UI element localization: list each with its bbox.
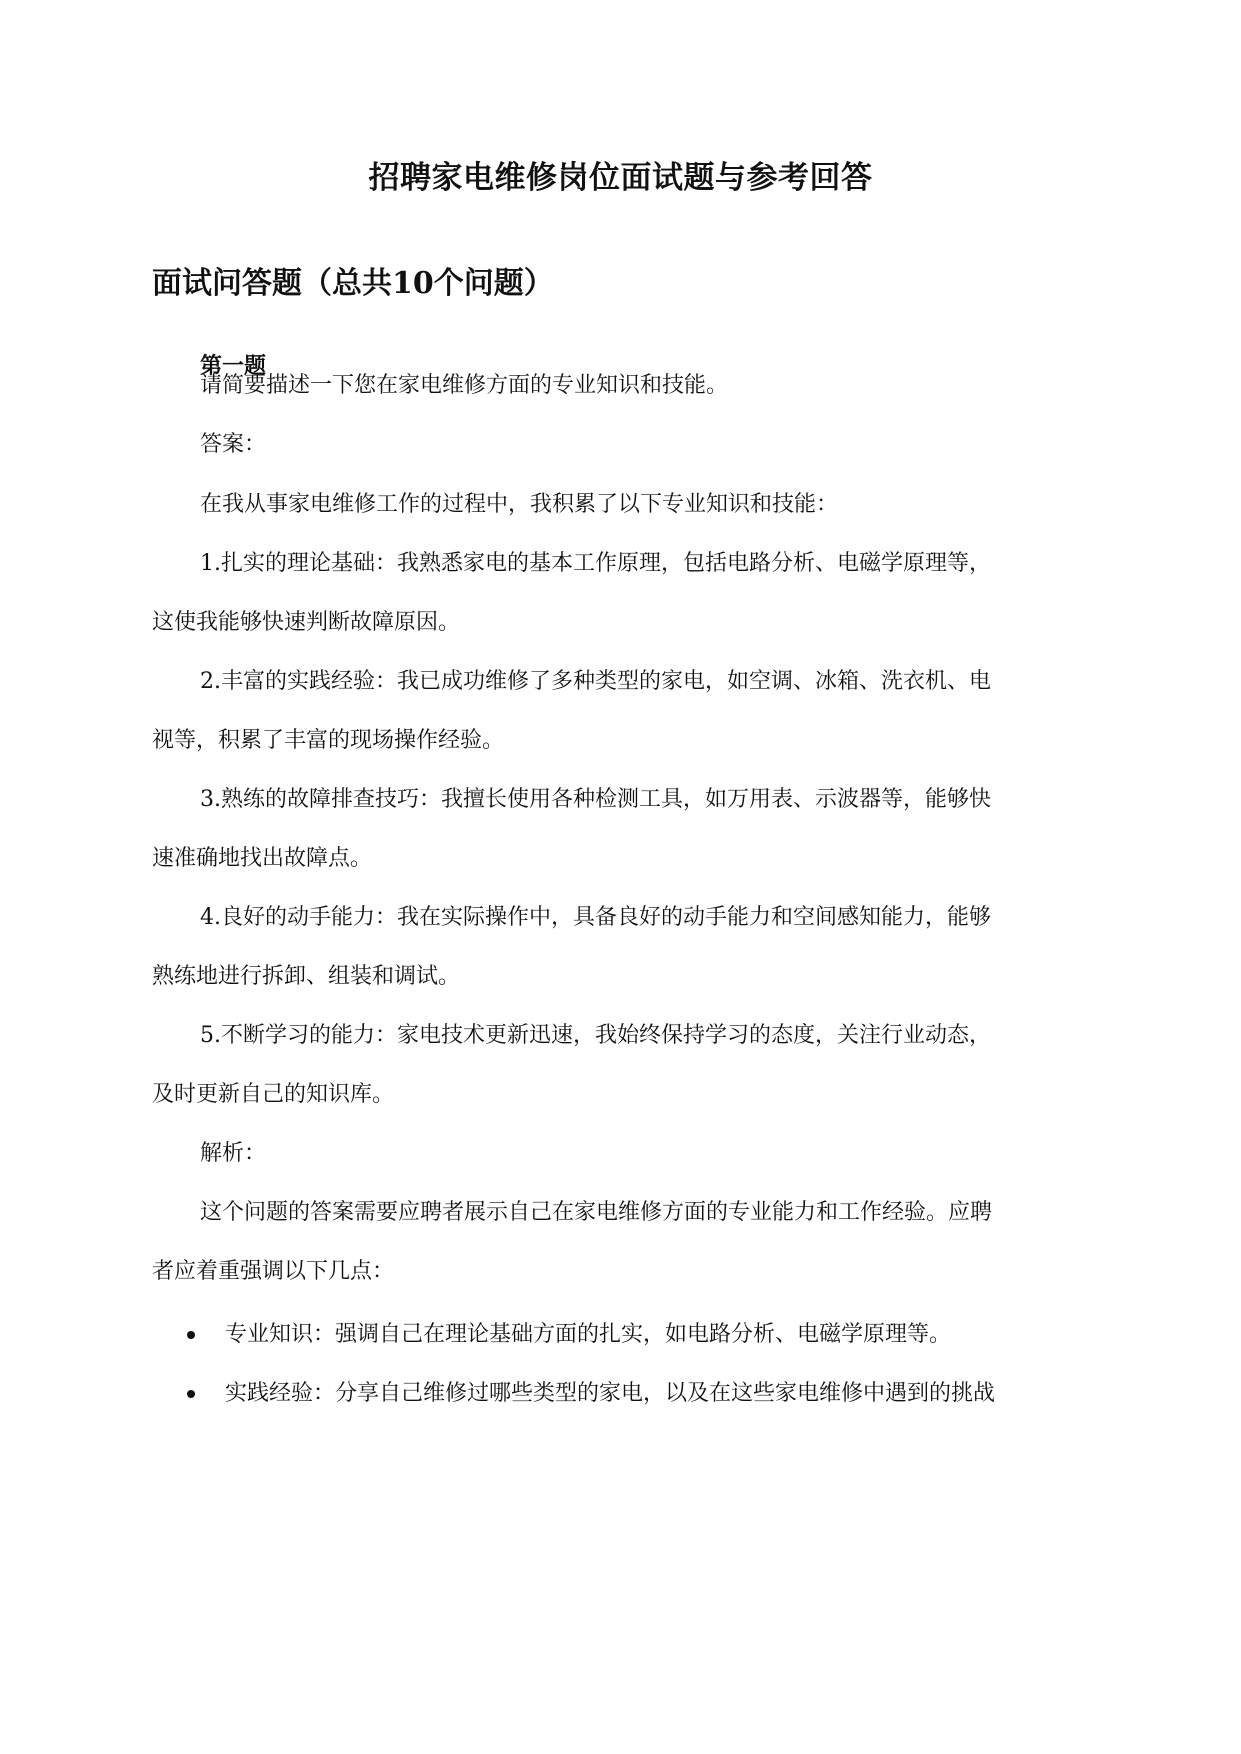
answer-item-5-line1: 5.不断学习的能力：家电技术更新迅速，我始终保持学习的态度，关注行业动态， [200, 1023, 991, 1048]
question-label: 第一题 [200, 353, 267, 379]
bullet-dot-1 [187, 1331, 195, 1339]
answer-item-2-line1: 2.丰富的实践经验：我已成功维修了多种类型的家电，如空调、冰箱、洗衣机、电 [200, 669, 991, 694]
analysis-label: 解析： [200, 1141, 267, 1166]
answer-item-1-line1: 1.扎实的理论基础：我熟悉家电的基本工作原理，包括电路分析、电磁学原理等， [200, 551, 991, 576]
answer-item-5-line2: 及时更新自己的知识库。 [152, 1082, 395, 1107]
document-title: 招聘家电维修岗位面试题与参考回答 [368, 160, 873, 196]
analysis-line-2: 者应着重强调以下几点： [152, 1259, 395, 1284]
answer-item-3-line2: 速准确地找出故障点。 [152, 846, 373, 871]
analysis-line-1: 这个问题的答案需要应聘者展示自己在家电维修方面的专业能力和工作经验。应聘 [200, 1200, 993, 1225]
answer-item-4-line2: 熟练地进行拆卸、组装和调试。 [152, 964, 461, 989]
answer-intro: 在我从事家电维修工作的过程中，我积累了以下专业知识和技能： [200, 492, 839, 517]
answer-label: 答案： [200, 432, 267, 457]
question-text: 请简要描述一下您在家电维修方面的专业知识和技能。 [200, 373, 729, 398]
answer-item-4-line1: 4.良好的动手能力：我在实际操作中，具备良好的动手能力和空间感知能力，能够 [200, 905, 991, 930]
section-heading: 面试问答题（总共10个问题） [152, 266, 554, 301]
bullet-dot-2 [187, 1390, 195, 1398]
answer-item-2-line2: 视等，积累了丰富的现场操作经验。 [152, 728, 505, 753]
bullet-item-2: 实践经验：分享自己维修过哪些类型的家电，以及在这些家电维修中遇到的挑战 [225, 1381, 996, 1406]
answer-item-3-line1: 3.熟练的故障排查技巧：我擅长使用各种检测工具，如万用表、示波器等，能够快 [200, 787, 991, 812]
answer-item-1-line2: 这使我能够快速判断故障原因。 [152, 610, 461, 635]
bullet-item-1: 专业知识：强调自己在理论基础方面的扎实，如电路分析、电磁学原理等。 [225, 1322, 952, 1347]
